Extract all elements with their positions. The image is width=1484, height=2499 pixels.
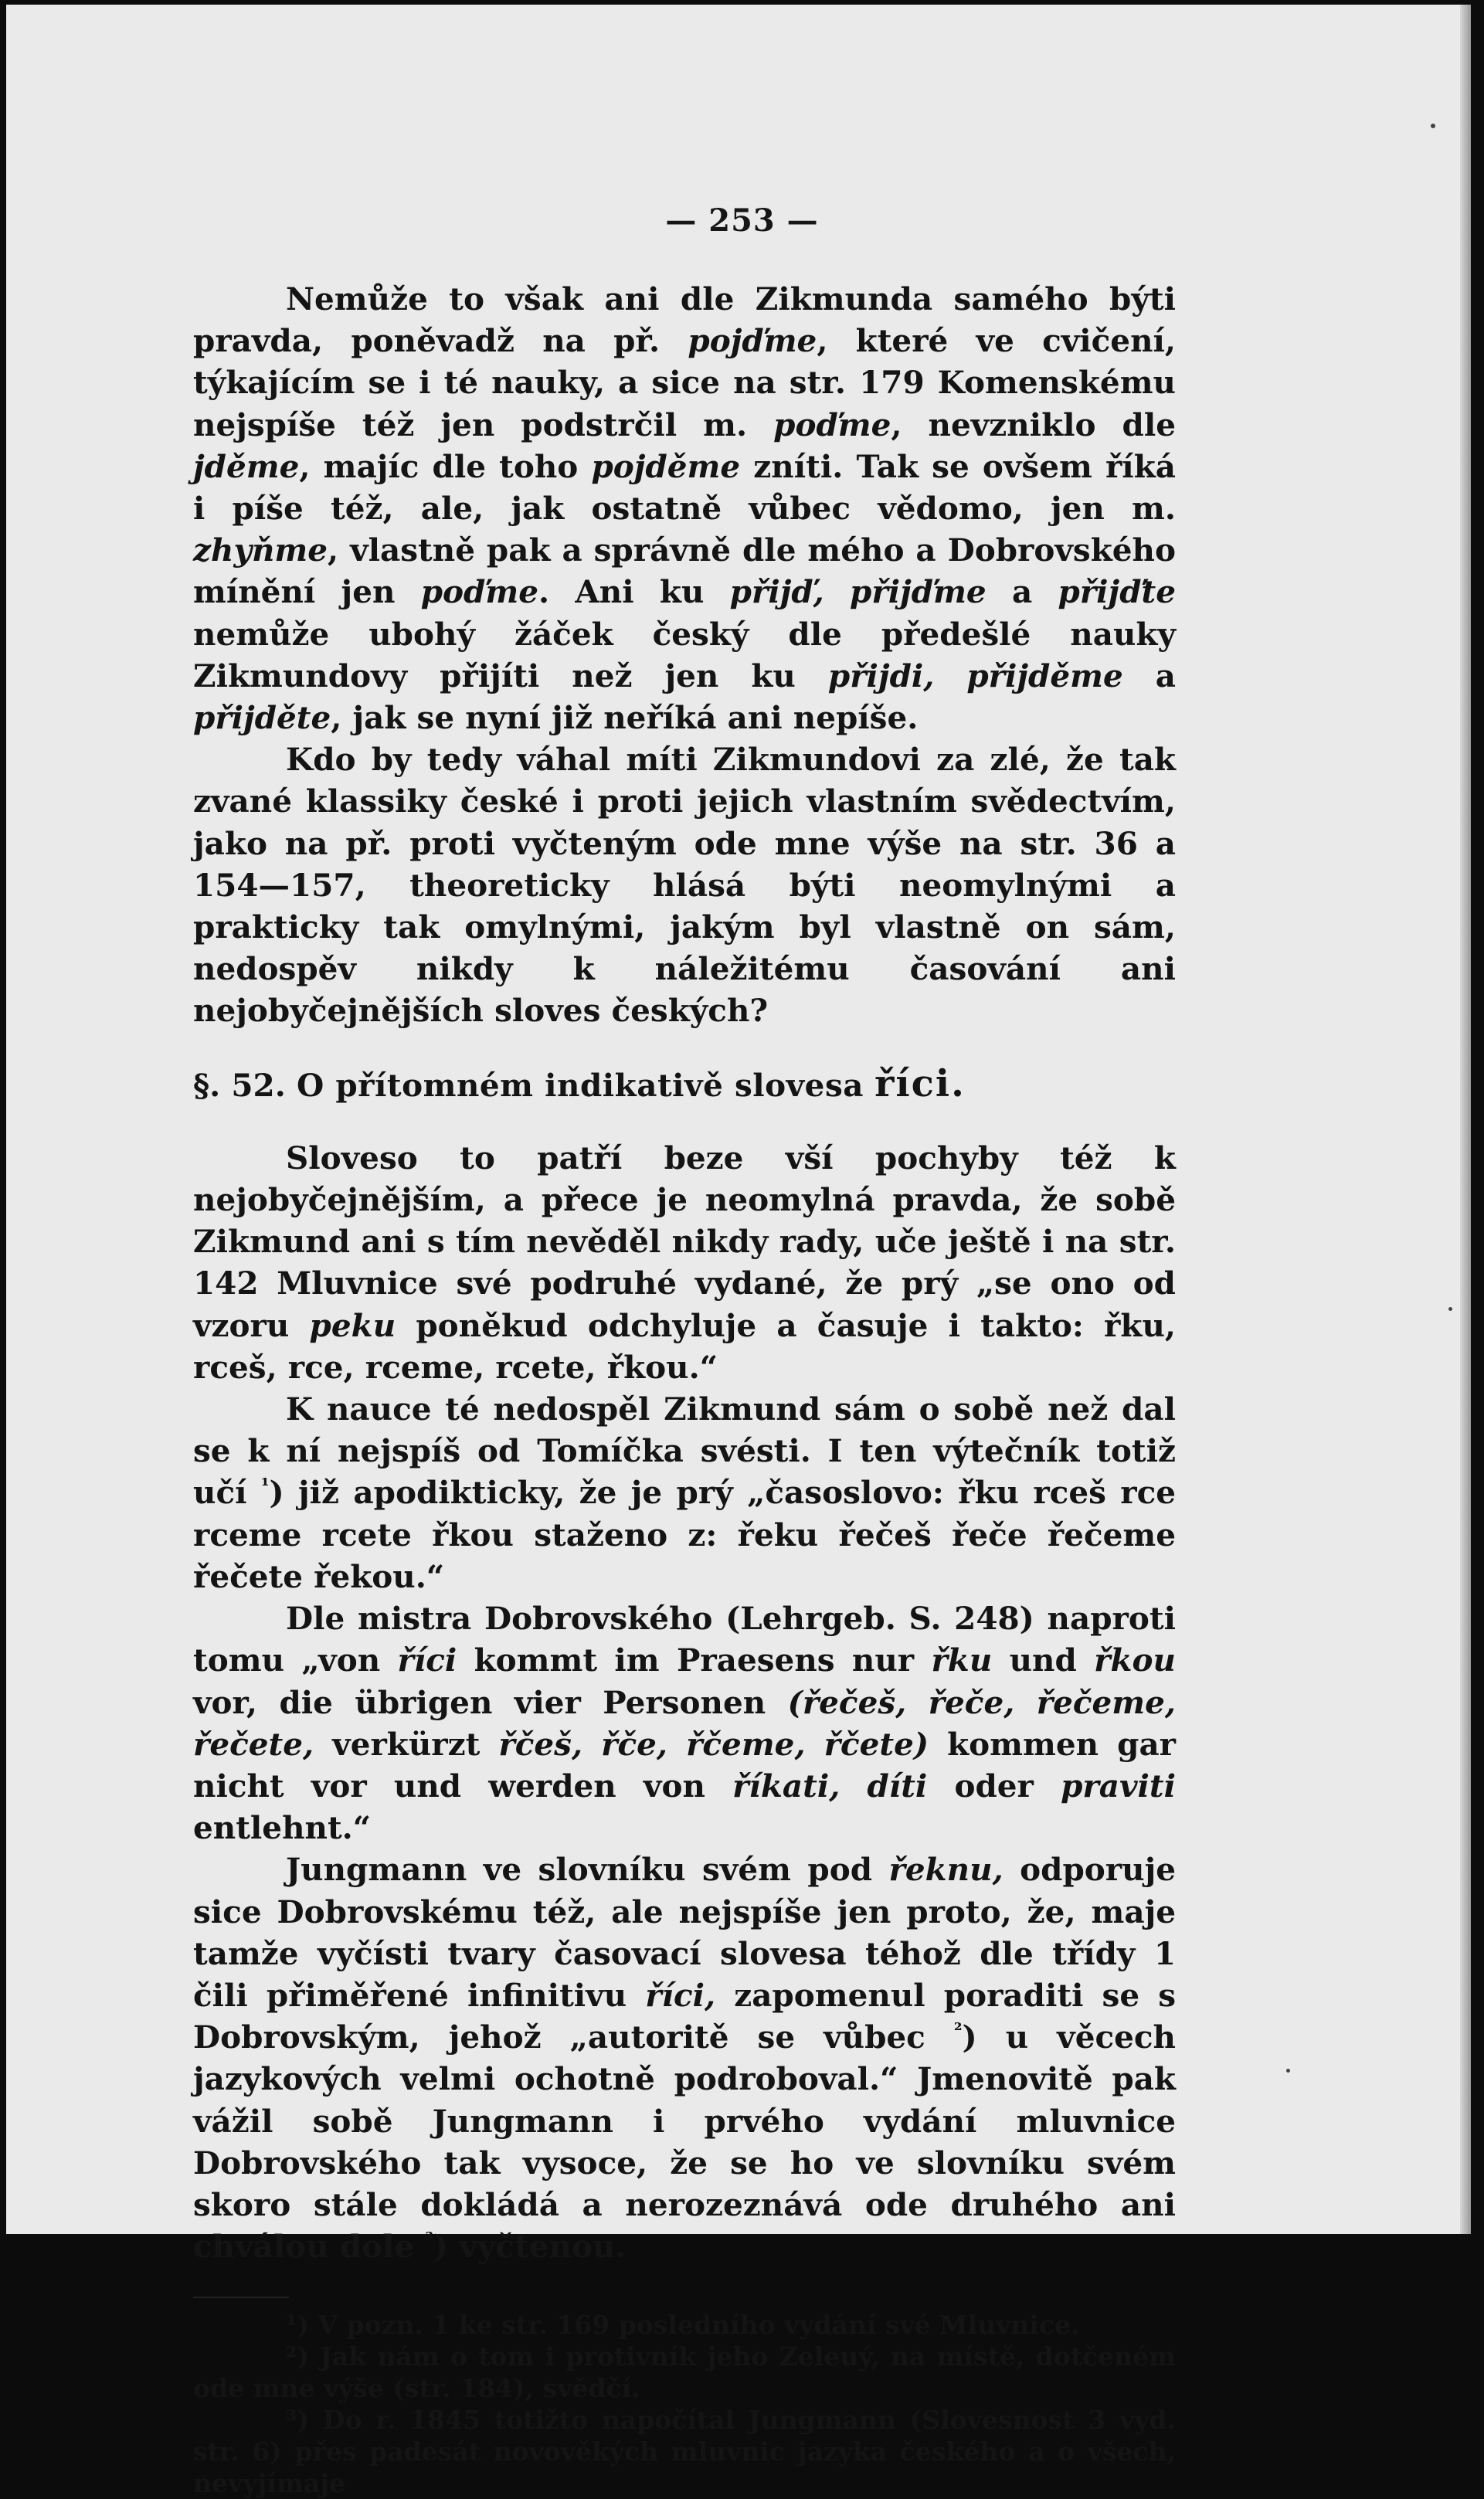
text-run: a [986,573,1058,611]
text-run: odporuje sice Dobrovskému též, ale nejspíše jen proto, že, maje tamže vyčísti tvary časovací slovesa téhož dle třídy 1 čili přiměřené infinitivu [193,1851,1176,2014]
text-run: , vlastně pak a správně dle mého a Dobrovského mínění jen [193,531,1176,611]
page-number: — 253 — [665,202,819,239]
italic-word: pojďme [688,322,817,360]
text-run: , majíc dle toho [299,447,592,485]
text-block-2 [193,1137,1176,2267]
footnote-3: ³) Do r. 1845 totižto napočítal Jungmann (Slovesnost 3 vyd. str. 6) přes padesát novověkých mluvnic jazyka českého a o všech, nevyjímaje [193,2405,1176,2499]
text-run: K nauce té nedospěl Zikmund sám o sobě než dal se k ní nejspíš od Tomíčka svésti. I ten výtečník totiž učí [193,1390,1176,1512]
text-run: und [992,1642,1095,1679]
paragraph [193,1137,1176,1388]
footnote-rule [193,2297,289,2298]
text-run: vor, die übrigen vier Personen [193,1683,788,1721]
text-run: poněkud odchyluje a časuje i takto: řku, rceš, rce, rceme, rcete, řkou.“ [193,1306,1176,1386]
section-title-word: říci. [874,1061,966,1105]
italic-word: říkati, díti [732,1767,928,1805]
paragraph [193,1388,1176,1598]
print-speck [1448,1307,1452,1311]
text-run: , které ve cvičení, týkajícím se i té nauky, a sice na str. 179 Komenskému nejspíše též jen podstrčil m. [193,322,1176,443]
footnote-ref: ¹ [260,1474,270,1497]
section-heading [193,1063,1176,1106]
footnote-ref: ³ [425,2228,434,2251]
text-run: ) již apodikticky, že je prý „časoslovo: řku rceš rce rceme rcete řkou staženo z: řeku řečeš řeče řečeme řečete řekou.“ [193,1474,1177,1595]
text-run: zníti. Tak se ovšem říká i píše též, ale, jak ostatně vůbec vědomo, jen m. [193,447,1176,528]
italic-word: přijdi, přijděme [827,657,1123,694]
text-block-1 [193,278,1176,1032]
italic-word: přijděte [193,699,331,737]
italic-word: pojděme [591,447,741,485]
text-run: Jungmann ve slovníku svém pod [286,1851,889,1889]
text-run: oder [927,1767,1061,1805]
footnote-2: ²) Jak nám o tom i protivník jeho Zeleuý, na místě, dotčeném ode mne výše (str. 184), svědčí. [193,2341,1176,2404]
text-run: kommen gar nicht vor und werden von [193,1725,1177,1805]
text-run: Kdo by tedy váhal míti Zikmundovi za zlé, že tak zvané klassiky české i proti jejich vlastním svědectvím, jako na př. proti vyčteným ode mne výše na str. 36 a 154—157, theoreticky hlásá býti neomylnými a prakticky tak omylnými, jakým byl vlastně on sám, nedospěv nikdy k náležitému časování ani nejobyčejnějších sloves českých? [193,741,1176,1030]
print-speck [1431,124,1435,128]
print-speck [1286,2069,1290,2073]
paragraph [193,1849,1176,2267]
paragraph [193,738,1176,1031]
italic-word: praviti [1061,1767,1176,1805]
text-run: Sloveso to patří beze vší pochyby též k nejobyčejnějším, a přece je neomylná pravda, že sobě Zikmund ani s tím nevěděl nikdy rady, uče ještě i na str. 142 Mluvnice své podruhé vydané, že prý „se ono od vzoru [193,1139,1176,1344]
italic-word: říci, [645,1976,716,2014]
italic-word: řkou [1094,1642,1176,1679]
text-run: , nevzniklo dle [891,406,1176,443]
text-run: a [1122,657,1176,694]
main-text [193,278,1176,2499]
paragraph [193,278,1176,738]
italic-word: přijď, přijďme [729,573,987,611]
text-run: , jak se nyní již neříká ani nepíše. [331,699,919,737]
text-run: zapomenul poraditi se s Dobrovským, jehož „autoritě se vůbec [193,1976,1176,2056]
italic-word: řku [931,1642,993,1679]
italic-word: říci [397,1642,457,1679]
italic-word: zhyňme [193,531,328,569]
italic-word: poďme [420,573,538,611]
page-edge-shadow [1460,5,1471,2234]
text-run: ) vyčtenou. [433,2228,627,2266]
italic-word: přijďte [1058,573,1176,611]
text-run: Nemůže to však ani dle Zikmunda samého býti pravda, poněvadž na př. [193,280,1176,360]
text-run: kommt im Praesens nur [457,1642,932,1679]
footnotes [193,2309,1176,2499]
footnote-1: ¹) V pozn. 1 ke str. 169 posledního vydání své Mluvnice. [286,2310,1080,2341]
text-run: ) u věcech jazykových velmi ochotně podroboval.“ Jmenovitě pak vážil sobě Jungmann i prvého vydání mluvnice Dobrovského tak vysoce, že se ho ve slovníku svém skoro stále dokládá a nerozeznává ode druhého ani chválou dole [193,2019,1176,2266]
italic-word: jděme [193,447,300,485]
italic-word: řčeš, řče, řčeme, řčete) [498,1725,929,1763]
paragraph [193,1598,1176,1849]
section-title: O přítomném indikativě slovesa [296,1066,864,1104]
italic-word: řeknu, [888,1851,1003,1889]
footnote-ref: ² [953,2019,963,2042]
italic-word: poďme [773,406,891,443]
text-run: nemůže ubohý žáček český dle předešlé nauky Zikmundovy přijíti než jen ku [193,615,1176,694]
text-run: entlehnt.“ [193,1809,372,1847]
italic-word: peku [309,1306,396,1344]
text-run: . Ani ku [538,573,730,611]
text-run: Dle mistra Dobrovského (Lehrgeb. S. 248) naproti tomu „von [193,1600,1176,1679]
text-run: verkürzt [314,1725,499,1763]
italic-word: (řečeš, řeče, řečeme, řečete, [193,1683,1176,1763]
section-number: §. 52. [193,1066,286,1104]
